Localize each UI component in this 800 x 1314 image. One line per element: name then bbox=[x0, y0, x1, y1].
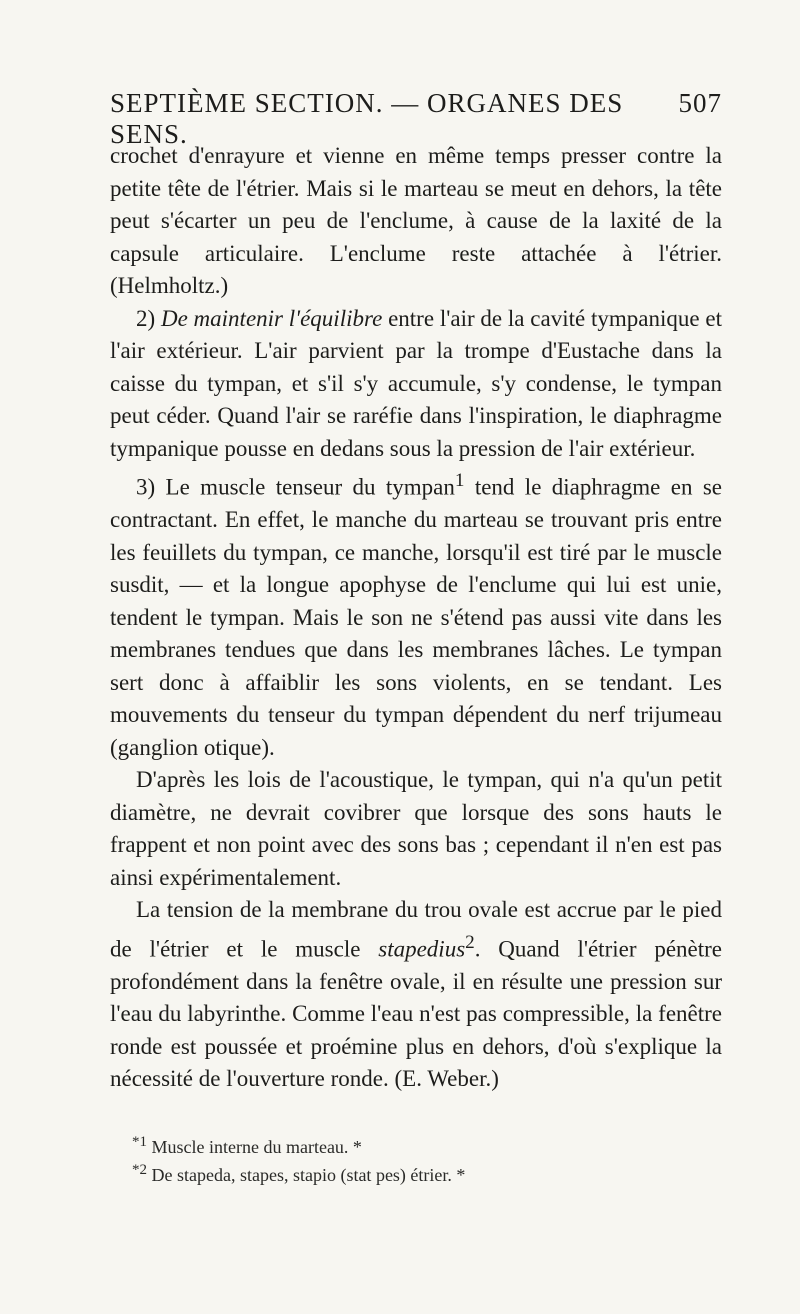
paragraph bbox=[110, 465, 722, 764]
footnote-text: De stapeda, stapes, stapio (stat pes) étrier. * bbox=[151, 1165, 466, 1185]
emphasis-text: De maintenir l'équilibre bbox=[160, 305, 383, 331]
emphasis-text: stapedius bbox=[378, 936, 466, 962]
paragraph-text: 3) Le muscle tenseur du tympan bbox=[136, 474, 455, 500]
footnotes bbox=[132, 1131, 712, 1187]
footnote-mark: *2 bbox=[132, 1162, 147, 1178]
footnote-mark: *1 bbox=[132, 1134, 147, 1150]
paragraph-text: D'après les lois de l'acoustique, le tympan, qui n'a qu'un petit diamètre, ne devrait covibrer que lorsque des sons hauts le frappent et non point avec des sons bas ; cependant il n'en est pas ainsi expérimentalement. bbox=[110, 767, 722, 890]
paragraph-text: . Quand l'étrier pénètre profondément dans la fenêtre ovale, il en résulte une pression sur l'eau du labyrinthe. Comme l'eau n'est pas compressible, la fenêtre ronde est poussée et proémine plus en dehors, d'où s'explique la nécessité de l'ouverture ronde. (E. Weber.) bbox=[110, 936, 722, 1092]
paragraph bbox=[110, 764, 722, 894]
footnote-ref: 2 bbox=[465, 931, 475, 953]
paragraph bbox=[110, 140, 722, 303]
paragraph bbox=[110, 303, 722, 466]
running-title: SEPTIÈME SECTION. — ORGANES DES SENS. bbox=[110, 88, 624, 149]
footnote bbox=[132, 1159, 712, 1187]
body-text bbox=[110, 140, 722, 1096]
footnote-ref: 1 bbox=[454, 470, 465, 491]
footnote bbox=[132, 1131, 712, 1159]
paragraph bbox=[110, 894, 722, 1096]
paragraph-text: La tension de la membrane du trou ovale est accrue par le pied de l'étrier et le muscle bbox=[110, 897, 722, 962]
paragraph-text: crochet d'enrayure et vienne en même temps presser contre la petite tête de l'étrier. Mais si le marteau se meut en dehors, la tête peut s'écarter un peu de l'enclume, à cause de la laxité de la capsule articulaire. L'enclume reste attachée à l'étrier. (Helmholtz.) bbox=[110, 143, 722, 298]
paragraph-text: entre l'air de la cavité tympanique et l'air extérieur. L'air parvient par la trompe d'Eustache dans la caisse du tympan, et s'il s'y accumule, s'y condense, le tympan peut céder. Quand l'air se raréfie dans l'inspiration, le diaphragme tympanique pousse en dedans sous la pression de l'air extérieur. bbox=[110, 305, 722, 461]
footnote-text: Muscle interne du marteau. * bbox=[151, 1137, 362, 1157]
page-number: 507 bbox=[678, 88, 722, 118]
paragraph-text: 2) bbox=[136, 305, 161, 331]
paragraph-text: tend le diaphragme en se contractant. En effet, le manche du marteau se trouvant pris entre les feuillets du tympan, ce manche, lorsqu'il est tiré par le muscle susdit, — et la longue apophyse de l'enclume qui lui est unie, tendent le tympan. Mais le son ne s'étend pas aussi vite dans les membranes tendues que dans les membranes lâches. Le tympan sert donc à affaiblir les sons violents, en se tendant. Les mouvements du tenseur du tympan dépendent du nerf trijumeau (ganglion otique). bbox=[110, 474, 722, 760]
